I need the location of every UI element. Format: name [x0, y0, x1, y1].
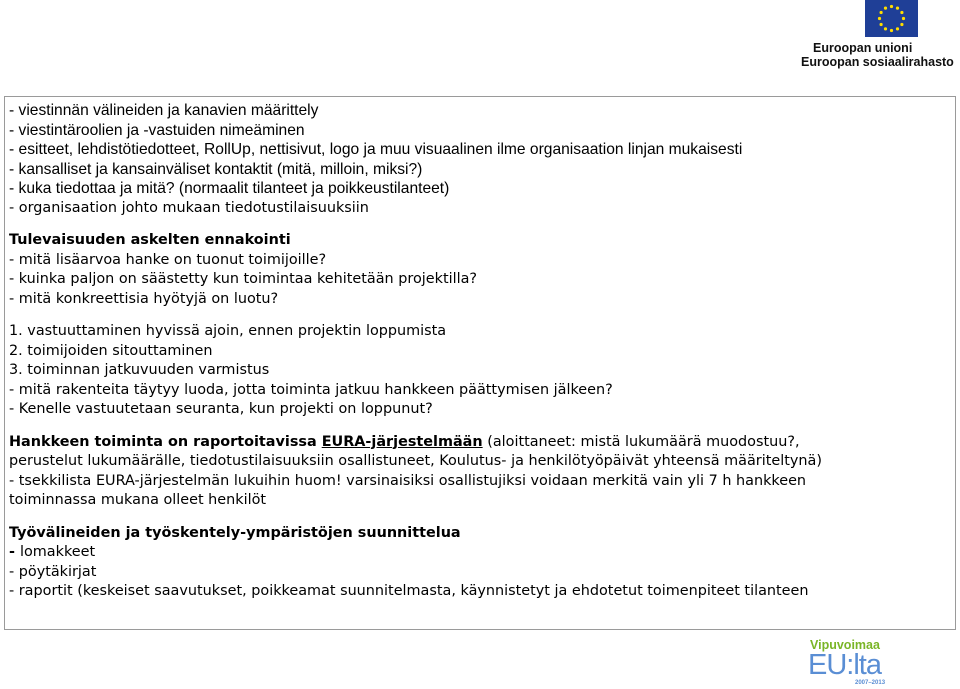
eu-logo-text [801, 41, 954, 69]
list-item: - raportit (keskeiset saavutukset, poikkeamat suunnitelmasta, käynnistetyt ja ehdotetut toimenpiteet tilanteen [9, 583, 809, 599]
vipuvoimaa-eu-logo [808, 638, 918, 687]
list-item: toiminnassa mukana olleet henkilöt [9, 492, 267, 508]
list-item: - tsekkilista EURA-järjestelmän lukuihin huom! varsinaisiksi osallistujiksi voidaan merkitä vain yli 7 h hankkeen [9, 472, 807, 489]
list-item: 2. toimijoiden sitouttaminen [9, 342, 213, 359]
list-item: 3. toiminnan jatkuvuuden varmistus [9, 362, 270, 378]
list-item: - mitä konkreettisia hyötyjä on luotu? [9, 290, 279, 307]
list-dash: - [9, 544, 20, 560]
section-heading-foresight: Tulevaisuuden askelten ennakointi [9, 232, 291, 248]
eu-lta-text: EU:lta [808, 649, 881, 681]
list-item: - Kenelle vastuutetaan seuranta, kun projekti on loppunut? [9, 401, 433, 417]
reporting-heading-bold: Hankkeen toiminta on raportoitavissa [9, 433, 322, 450]
list-item: - kuka tiedottaa ja mitä? (normaalit tilanteet ja poikkeustilanteet) [9, 180, 450, 197]
list-item: - esitteet, lehdistötiedotteet, RollUp, nettisivut, logo ja muu visuaalinen ilme organisaation linjan mukaisesti [9, 141, 743, 158]
reporting-heading-rest: (aloittaneet: mistä lukumäärä muodostuu?, [482, 433, 800, 450]
list-item: - kuinka paljon on säästetty kun toimintaa kehitetään projektilla? [9, 271, 478, 287]
section-heading-reporting [9, 433, 954, 453]
eu-flag-icon [865, 0, 918, 37]
list-item: 1. vastuuttaminen hyvissä ajoin, ennen projektin loppumista [9, 323, 447, 339]
list-item-text: lomakkeet [19, 544, 96, 560]
list-item [9, 543, 954, 563]
list-item: - mitä lisäarvoa hanke on tuonut toimijoille? [9, 251, 327, 268]
list-item: - organisaation johto mukaan tiedotustilaisuuksiin [9, 199, 369, 216]
eu-logo-line1: Euroopan unioni [813, 41, 913, 55]
vipuvoimaa-text: Vipuvoimaa [810, 638, 880, 652]
list-item: - viestinnän välineiden ja kanavien määrittely [9, 102, 319, 119]
section-heading-tools: Työvälineiden ja työskentely-ympäristöjen suunnittelua [9, 524, 461, 541]
eu-logo-line2: Euroopan sosiaalirahasto [801, 55, 954, 69]
list-item: - kansalliset ja kansainväliset kontaktit (mitä, milloin, miksi?) [9, 160, 423, 178]
eura-system-term: EURA-järjestelmään [321, 433, 483, 450]
list-item: - pöytäkirjat [9, 563, 97, 580]
document-body [9, 101, 954, 602]
eu-logo [796, 0, 960, 72]
list-item: - mitä rakenteita täytyy luoda, jotta toiminta jatkuu hankkeen päättymisen jälkeen? [9, 381, 613, 398]
list-item: perustelut lukumäärälle, tiedotustilaisuuksiin osallistuneet, Koulutus- ja henkilötyöpäivät yhteensä määriteltynä) [9, 453, 822, 469]
list-item: - viestintäroolien ja -vastuiden nimeäminen [9, 121, 305, 139]
years-text: 2007–2013 [855, 680, 886, 686]
